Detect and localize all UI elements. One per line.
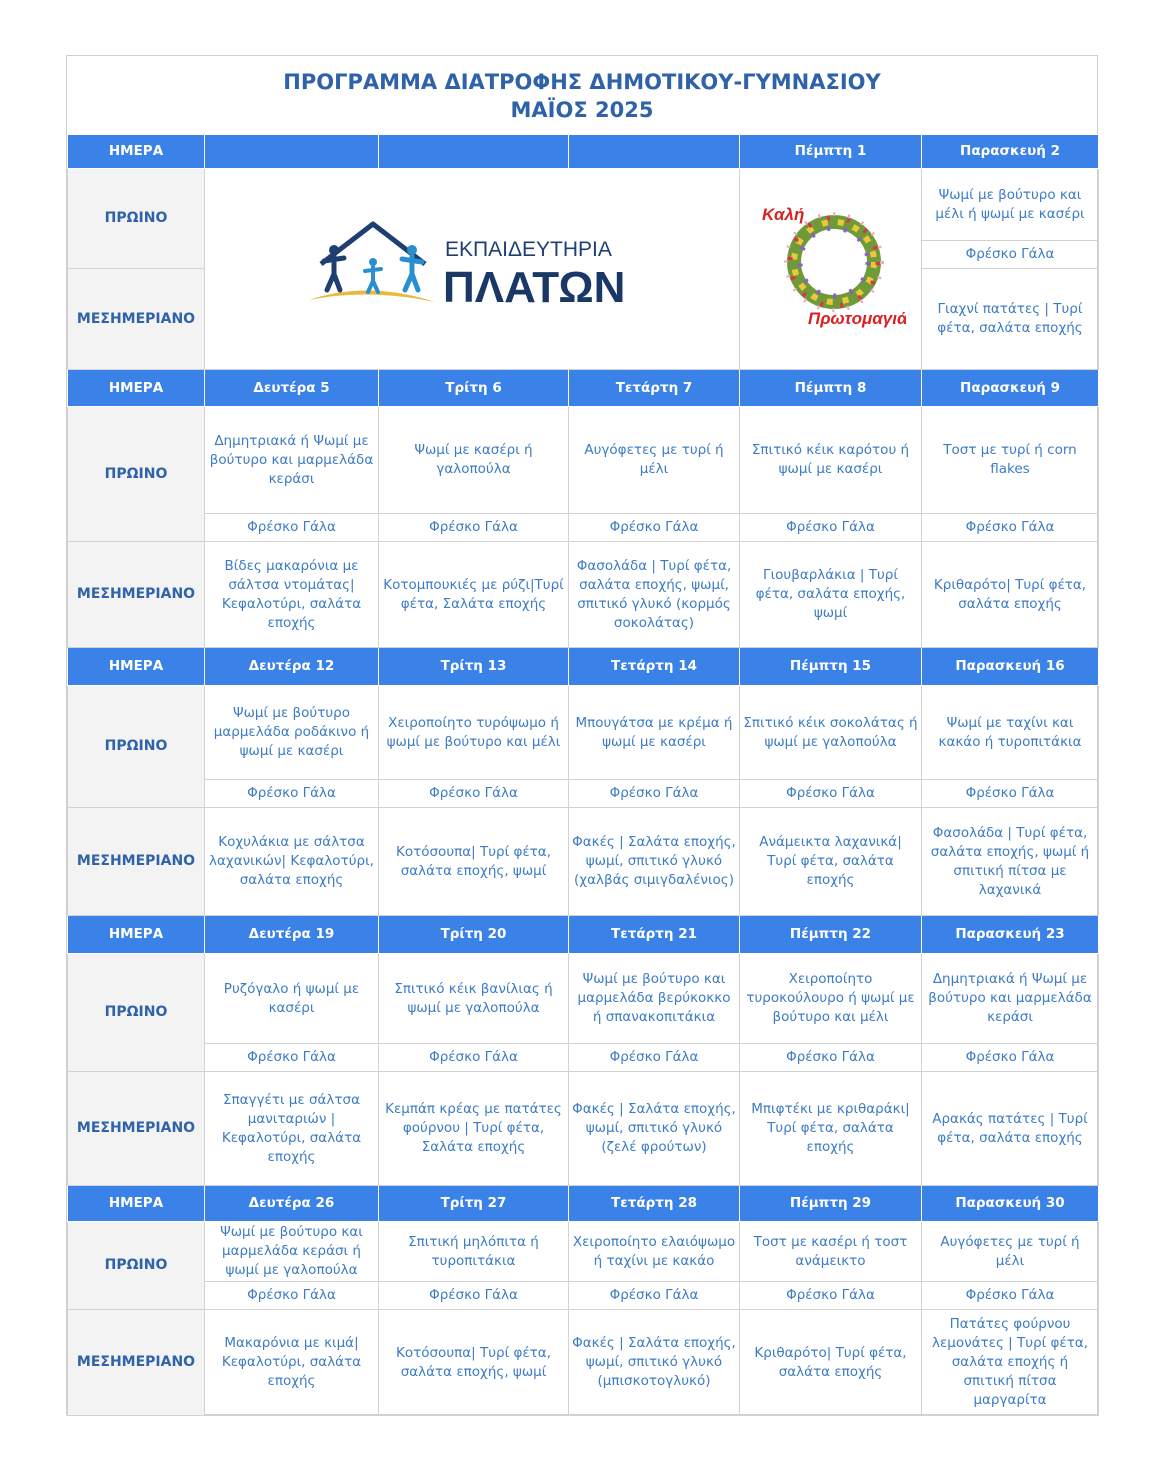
- week-header-row: [68, 370, 1099, 407]
- title-line-1: ΠΡΟΓΡΑΜΜΑ ΔΙΑΤΡΟΦΗΣ ΔΗΜΟΤΙΚΟΥ-ΓΥΜΝΑΣΙΟΥ: [283, 70, 881, 94]
- day-header: Παρασκευή 23: [922, 916, 1099, 954]
- day-header: Πέμπτη 22: [740, 916, 922, 954]
- breakfast-cell: Ψωμί με βούτυρο μαρμελάδα ροδάκινο ή ψωμί με κασέρι: [205, 686, 379, 780]
- milk-cell: Φρέσκο Γάλα: [205, 1282, 379, 1310]
- breakfast-label: ΠΡΩΙΝΟ: [68, 407, 205, 542]
- day-label: ΗΜΕΡΑ: [68, 370, 205, 407]
- day-header: Πέμπτη 29: [740, 1186, 922, 1222]
- milk-row: [68, 1044, 1099, 1072]
- breakfast-cell: Σπιτικό κέικ βανίλιας ή ψωμί με γαλοπούλα: [379, 954, 569, 1044]
- day-header: Πέμπτη 15: [740, 648, 922, 686]
- milk-row: [68, 780, 1099, 808]
- logo-child: [365, 267, 381, 292]
- milk-cell: Φρέσκο Γάλα: [740, 514, 922, 542]
- milk-cell: Φρέσκο Γάλα: [205, 1044, 379, 1072]
- breakfast-cell: Τοστ με κασέρι ή τοστ ανάμεικτο: [740, 1222, 922, 1282]
- breakfast-label: ΠΡΩΙΝΟ: [68, 686, 205, 808]
- day-header: Δευτέρα 19: [205, 916, 379, 954]
- logo-figure: [324, 256, 344, 290]
- lunch-label: ΜΕΣΗΜΕΡΙΑΝΟ: [68, 808, 205, 916]
- logo-graphic: [307, 216, 637, 316]
- day-header: Δευτέρα 12: [205, 648, 379, 686]
- lunch-cell: Μπιφτέκι με κριθαράκι| Τυρί φέτα, σαλάτα εποχής: [740, 1072, 922, 1186]
- milk-cell: Φρέσκο Γάλα: [922, 241, 1099, 269]
- day-header: Πέμπτη 8: [740, 370, 922, 407]
- lunch-cell: Γιουβαρλάκια | Τυρί φέτα, σαλάτα εποχής, ψωμί: [740, 542, 922, 648]
- breakfast-cell: Τοστ με τυρί ή corn flakes: [922, 407, 1099, 514]
- lunch-cell: Γιαχνί πατάτες | Τυρί φέτα, σαλάτα εποχής: [922, 269, 1099, 370]
- day-header: Παρασκευή 16: [922, 648, 1099, 686]
- breakfast-cell: Δημητριακά ή Ψωμί με βούτυρο και μαρμελάδα κεράσι: [205, 407, 379, 514]
- logo-line-2: ΠΛΑΤΩΝ: [443, 263, 626, 312]
- milk-cell: Φρέσκο Γάλα: [379, 1044, 569, 1072]
- day-header: Πέμπτη 1: [740, 135, 922, 169]
- lunch-cell: Φακές | Σαλάτα εποχής, ψωμί, σπιτικό γλυκό (χαλβάς σιμιγδαλένιος): [569, 808, 740, 916]
- milk-row: [68, 1282, 1099, 1310]
- breakfast-cell: Χειροποίητο τυροκούλουρο ή ψωμί με βούτυρο και μέλι: [740, 954, 922, 1044]
- day-header: [569, 135, 740, 169]
- breakfast-cell: Σπιτικό κέικ καρότου ή ψωμί με κασέρι: [740, 407, 922, 514]
- breakfast-label: ΠΡΩΙΝΟ: [68, 169, 205, 269]
- lunch-cell: Κοτόσουπα| Τυρί φέτα, σαλάτα εποχής, ψωμί: [379, 808, 569, 916]
- week1-breakfast-row: [68, 169, 1099, 241]
- logo-line-1: ΕΚΠΑΙΔΕΥΤΗΡΙΑ: [445, 238, 612, 261]
- breakfast-label: ΠΡΩΙΝΟ: [68, 1222, 205, 1310]
- lunch-label: ΜΕΣΗΜΕΡΙΑΝΟ: [68, 269, 205, 370]
- lunch-row: [68, 808, 1099, 916]
- logo-child-head: [369, 258, 377, 266]
- lunch-cell: Κοτόσουπα| Τυρί φέτα, σαλάτα εποχής, ψωμί: [379, 1310, 569, 1416]
- day-label: ΗΜΕΡΑ: [68, 1186, 205, 1222]
- breakfast-cell: Ψωμί με βούτυρο και μέλι ή ψωμί με κασέρι: [922, 169, 1099, 241]
- breakfast-cell: Μπουγάτσα με κρέμα ή ψωμί με κασέρι: [569, 686, 740, 780]
- lunch-cell: Μακαρόνια με κιμά| Κεφαλοτύρι, σαλάτα εποχής: [205, 1310, 379, 1416]
- breakfast-cell: Δημητριακά ή Ψωμί με βούτυρο και μαρμελάδα κεράσι: [922, 954, 1099, 1044]
- lunch-cell: Κοτομπουκιές με ρύζι|Τυρί φέτα, Σαλάτα εποχής: [379, 542, 569, 648]
- breakfast-cell: Αυγόφετες με τυρί ή μέλι: [569, 407, 740, 514]
- milk-cell: Φρέσκο Γάλα: [922, 1282, 1099, 1310]
- lunch-cell: Κριθαρότο| Τυρί φέτα, σαλάτα εποχής: [922, 542, 1099, 648]
- day-header: [205, 135, 379, 169]
- milk-row: [68, 514, 1099, 542]
- day-label: ΗΜΕΡΑ: [68, 135, 205, 169]
- milk-cell: Φρέσκο Γάλα: [569, 1282, 740, 1310]
- breakfast-cell: Χειροποίητο τυρόψωμο ή ψωμί με βούτυρο και μέλι: [379, 686, 569, 780]
- school-logo: [205, 169, 740, 370]
- greeting-top: Καλή: [761, 205, 804, 224]
- logo-figure: [402, 256, 422, 290]
- menu-table: [67, 134, 1099, 1416]
- lunch-label: ΜΕΣΗΜΕΡΙΑΝΟ: [68, 542, 205, 648]
- day-header: Τρίτη 20: [379, 916, 569, 954]
- milk-cell: Φρέσκο Γάλα: [205, 780, 379, 808]
- milk-cell: Φρέσκο Γάλα: [379, 780, 569, 808]
- lunch-cell: Κριθαρότο| Τυρί φέτα, σαλάτα εποχής: [740, 1310, 922, 1416]
- lunch-cell: Φασολάδα | Τυρί φέτα, σαλάτα εποχής, ψωμί ή σπιτική πίτσα με λαχανικά: [922, 808, 1099, 916]
- page-title: [67, 56, 1097, 134]
- lunch-cell: Φακές | Σαλάτα εποχής, ψωμί, σπιτικό γλυκό (ζελέ φρούτων): [569, 1072, 740, 1186]
- milk-cell: Φρέσκο Γάλα: [205, 514, 379, 542]
- day-header: Τετάρτη 14: [569, 648, 740, 686]
- breakfast-cell: Σπιτικό κέικ σοκολάτας ή ψωμί με γαλοπούλα: [740, 686, 922, 780]
- milk-cell: Φρέσκο Γάλα: [740, 1044, 922, 1072]
- day-header: Τετάρτη 28: [569, 1186, 740, 1222]
- breakfast-label: ΠΡΩΙΝΟ: [68, 954, 205, 1072]
- lunch-row: [68, 1072, 1099, 1186]
- milk-cell: Φρέσκο Γάλα: [569, 780, 740, 808]
- lunch-label: ΜΕΣΗΜΕΡΙΑΝΟ: [68, 1310, 205, 1416]
- lunch-cell: Κοχυλάκια με σάλτσα λαχανικών| Κεφαλοτύρι, σαλάτα εποχής: [205, 808, 379, 916]
- milk-cell: Φρέσκο Γάλα: [922, 514, 1099, 542]
- milk-cell: Φρέσκο Γάλα: [379, 514, 569, 542]
- week-header-row: [68, 916, 1099, 954]
- week-header-row: [68, 1186, 1099, 1222]
- lunch-cell: Σπαγγέτι με σάλτσα μανιταριών | Κεφαλοτύρι, σαλάτα εποχής: [205, 1072, 379, 1186]
- milk-cell: Φρέσκο Γάλα: [740, 1282, 922, 1310]
- week1-header-row: [68, 135, 1099, 169]
- lunch-row: [68, 1310, 1099, 1416]
- lunch-cell: Κεμπάπ κρέας με πατάτες φούρνου | Τυρί φέτα, Σαλάτα εποχής: [379, 1072, 569, 1186]
- milk-cell: Φρέσκο Γάλα: [569, 1044, 740, 1072]
- milk-cell: Φρέσκο Γάλα: [922, 1044, 1099, 1072]
- breakfast-cell: Χειροποίητο ελαιόψωμο ή ταχίνι με κακάο: [569, 1222, 740, 1282]
- day-header: [379, 135, 569, 169]
- breakfast-cell: Σπιτική μηλόπιτα ή τυροπιτάκια: [379, 1222, 569, 1282]
- milk-cell: Φρέσκο Γάλα: [569, 514, 740, 542]
- breakfast-row: [68, 1222, 1099, 1282]
- greeting-bottom: Πρωτομαγιά: [807, 309, 906, 328]
- day-header: Παρασκευή 9: [922, 370, 1099, 407]
- lunch-cell: Αρακάς πατάτες | Τυρί φέτα, σαλάτα εποχής: [922, 1072, 1099, 1186]
- day-header: Τετάρτη 7: [569, 370, 740, 407]
- day-label: ΗΜΕΡΑ: [68, 648, 205, 686]
- breakfast-cell: Ψωμί με ταχίνι και κακάο ή τυροπιτάκια: [922, 686, 1099, 780]
- day-header: Παρασκευή 30: [922, 1186, 1099, 1222]
- wreath-ring: [794, 222, 874, 302]
- title-line-2: ΜΑΪΟΣ 2025: [510, 98, 654, 122]
- may-day-greeting: [740, 169, 922, 370]
- lunch-cell: Πατάτες φούρνου λεμονάτες | Τυρί φέτα, σαλάτα εποχής ή σπιτική πίτσα μαργαρίτα: [922, 1310, 1099, 1416]
- day-header: Τρίτη 6: [379, 370, 569, 407]
- breakfast-cell: Ψωμί με βούτυρο και μαρμελάδα κεράσι ή ψωμί με γαλοπούλα: [205, 1222, 379, 1282]
- day-header: Τρίτη 27: [379, 1186, 569, 1222]
- lunch-cell: Φακές | Σαλάτα εποχής, ψωμί, σπιτικό γλυκό (μπισκοτογλυκό): [569, 1310, 740, 1416]
- day-header: Τετάρτη 21: [569, 916, 740, 954]
- milk-cell: Φρέσκο Γάλα: [379, 1282, 569, 1310]
- day-header: Δευτέρα 26: [205, 1186, 379, 1222]
- milk-cell: Φρέσκο Γάλα: [740, 780, 922, 808]
- breakfast-row: [68, 954, 1099, 1044]
- milk-cell: Φρέσκο Γάλα: [922, 780, 1099, 808]
- breakfast-cell: Ρυζόγαλο ή ψωμί με κασέρι: [205, 954, 379, 1044]
- breakfast-cell: Ψωμί με κασέρι ή γαλοπούλα: [379, 407, 569, 514]
- day-header: Τρίτη 13: [379, 648, 569, 686]
- lunch-row: [68, 542, 1099, 648]
- day-label: ΗΜΕΡΑ: [68, 916, 205, 954]
- lunch-cell: Φασολάδα | Τυρί φέτα, σαλάτα εποχής, ψωμί, σπιτικό γλυκό (κορμός σοκολάτας): [569, 542, 740, 648]
- breakfast-cell: Ψωμί με βούτυρο και μαρμελάδα βερύκοκκο ή σπανακοπιτάκια: [569, 954, 740, 1044]
- menu-sheet: [66, 55, 1098, 1415]
- lunch-cell: Ανάμεικτα λαχανικά| Τυρί φέτα, σαλάτα εποχής: [740, 808, 922, 916]
- lunch-cell: Βίδες μακαρόνια με σάλτσα ντομάτας| Κεφαλοτύρι, σαλάτα εποχής: [205, 542, 379, 648]
- week-header-row: [68, 648, 1099, 686]
- wreath-graphic: [756, 196, 906, 336]
- breakfast-row: [68, 686, 1099, 780]
- lunch-label: ΜΕΣΗΜΕΡΙΑΝΟ: [68, 1072, 205, 1186]
- breakfast-cell: Αυγόφετες με τυρί ή μέλι: [922, 1222, 1099, 1282]
- day-header: Παρασκευή 2: [922, 135, 1099, 169]
- breakfast-row: [68, 407, 1099, 514]
- day-header: Δευτέρα 5: [205, 370, 379, 407]
